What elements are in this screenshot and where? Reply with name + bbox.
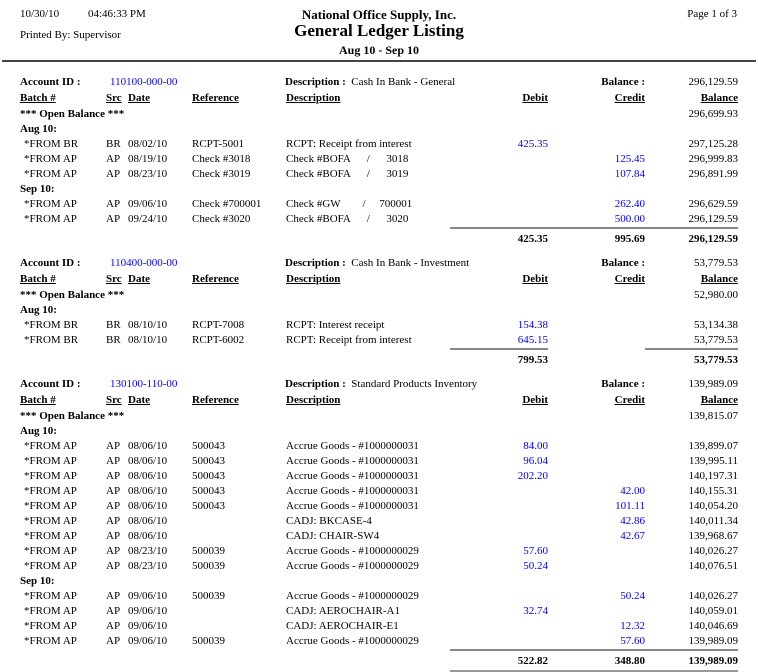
col-header-debit: Debit (522, 273, 548, 285)
batch-cell: *FROM AP (24, 635, 77, 647)
running-balance: 139,899.07 (688, 440, 738, 452)
running-balance: 140,197.31 (688, 470, 738, 482)
description-cell: RCPT: Interest receipt (286, 319, 385, 331)
ledger-row (0, 499, 758, 514)
open-balance-row (0, 107, 758, 122)
debit-amount (450, 514, 548, 529)
credit-amount[interactable]: 500.00 (614, 213, 645, 225)
date-cell: 08/06/10 (128, 455, 168, 467)
print-time: 04:46:33 PM (88, 8, 146, 20)
account-description (285, 376, 548, 392)
print-date: 10/30/10 (20, 8, 60, 20)
account-section (0, 376, 758, 672)
src-cell: AP (106, 440, 121, 452)
section-totals-row (0, 649, 758, 672)
debit-amount (450, 167, 548, 182)
printed-by: Printed By: Supervisor (20, 29, 121, 41)
total-balance: 53,779.53 (645, 348, 738, 368)
src-cell: AP (106, 620, 121, 632)
debit-amount (450, 197, 548, 212)
account-balance-value: 53,779.53 (694, 257, 738, 269)
date-cell: 08/10/10 (128, 334, 168, 346)
src-cell: AP (106, 605, 121, 617)
credit-amount (548, 137, 645, 152)
col-header-batch: Batch # (20, 92, 56, 104)
description-cell: Accrue Goods - #1000000031 (286, 470, 419, 482)
running-balance: 296,629.59 (688, 198, 738, 210)
src-cell: AP (106, 500, 121, 512)
ledger-row (0, 318, 758, 333)
batch-cell: *FROM AP (24, 545, 77, 557)
credit-amount[interactable]: 12.32 (620, 620, 645, 632)
ledger-row (0, 152, 758, 167)
col-header-date: Date (128, 92, 150, 104)
credit-amount (548, 559, 645, 574)
account-id-link[interactable]: 110100-000-00 (110, 76, 178, 88)
company-name: National Office Supply, Inc. (301, 7, 457, 22)
reference-cell: Check #3018 (192, 153, 251, 165)
month-label: Sep 10: (20, 183, 55, 195)
description-cell: RCPT: Receipt from interest (286, 334, 412, 346)
debit-amount[interactable]: 32.74 (523, 605, 548, 617)
running-balance: 139,989.09 (688, 635, 738, 647)
running-balance: 139,968.67 (688, 530, 738, 542)
col-header-date: Date (128, 273, 150, 285)
description-cell: Accrue Goods - #1000000029 (286, 635, 419, 647)
src-cell: AP (106, 455, 121, 467)
debit-amount (450, 529, 548, 544)
month-group-row (0, 424, 758, 439)
src-cell: BR (106, 319, 121, 331)
credit-amount (548, 454, 645, 469)
debit-amount[interactable]: 50.24 (523, 560, 548, 572)
reference-cell: 500039 (192, 590, 225, 602)
col-header-ref: Reference (192, 92, 239, 104)
account-section (0, 255, 758, 368)
credit-amount[interactable]: 262.40 (614, 198, 645, 210)
reference-cell (192, 604, 286, 619)
date-cell: 09/06/10 (128, 590, 168, 602)
src-cell: AP (106, 515, 121, 527)
credit-amount[interactable]: 101.11 (615, 500, 645, 512)
description-cell: Check #BOFA / 3019 (286, 168, 409, 180)
balance-label: Balance : (601, 76, 645, 88)
batch-cell: *FROM AP (24, 485, 77, 497)
date-cell: 08/23/10 (128, 560, 168, 572)
col-header-balance: Balance (700, 273, 738, 285)
src-cell: AP (106, 560, 121, 572)
running-balance: 140,046.69 (688, 620, 738, 632)
col-header-balance: Balance (700, 92, 738, 104)
src-cell: AP (106, 168, 121, 180)
running-balance: 140,059.01 (688, 605, 738, 617)
reference-cell (192, 514, 286, 529)
debit-amount[interactable]: 645.15 (517, 334, 548, 346)
col-header-src: Src (106, 92, 122, 104)
reference-cell: 500043 (192, 500, 225, 512)
description-cell: Accrue Goods - #1000000031 (286, 500, 419, 512)
ledger-row (0, 484, 758, 499)
description-cell: Accrue Goods - #1000000031 (286, 485, 419, 497)
date-cell: 09/06/10 (128, 620, 168, 632)
reference-cell (192, 619, 286, 634)
running-balance: 140,026.27 (688, 590, 738, 602)
col-header-credit: Credit (614, 273, 645, 285)
account-section (0, 74, 758, 247)
ledger-row (0, 454, 758, 469)
src-cell: AP (106, 198, 121, 210)
month-label: Aug 10: (20, 425, 57, 437)
reference-cell: RCPT-6002 (192, 334, 245, 346)
description-cell: Accrue Goods - #1000000029 (286, 545, 419, 557)
section-totals-row (0, 227, 758, 247)
batch-cell: *FROM AP (24, 590, 77, 602)
date-cell: 09/06/10 (128, 605, 168, 617)
report-date-range: Aug 10 - Sep 10 (338, 43, 419, 57)
src-cell: AP (106, 590, 121, 602)
running-balance: 140,155.31 (688, 485, 738, 497)
page-indicator: Page 1 of 3 (687, 8, 737, 20)
column-headers (0, 90, 758, 107)
debit-amount (450, 212, 548, 227)
account-balance-value: 139,989.09 (688, 378, 738, 390)
src-cell: BR (106, 138, 121, 150)
debit-amount[interactable]: 202.20 (517, 470, 548, 482)
ledger-row (0, 137, 758, 152)
batch-cell: *FROM AP (24, 440, 77, 452)
description-label: Description : (285, 257, 346, 269)
column-headers (0, 271, 758, 288)
total-credit (548, 348, 645, 368)
batch-cell: *FROM AP (24, 213, 77, 225)
account-id-link[interactable]: 130100-110-00 (110, 378, 178, 390)
col-header-desc: Description (286, 394, 341, 406)
running-balance: 140,026.27 (688, 545, 738, 557)
src-cell: AP (106, 545, 121, 557)
src-cell: AP (106, 153, 121, 165)
month-label: Aug 10: (20, 123, 57, 135)
totals-spacer (20, 348, 450, 368)
account-description (285, 74, 548, 90)
src-cell: AP (106, 635, 121, 647)
running-balance: 139,995.11 (688, 455, 738, 467)
col-header-date: Date (128, 394, 150, 406)
col-header-batch: Batch # (20, 394, 56, 406)
reference-cell: 500039 (192, 635, 225, 647)
reference-cell: 500043 (192, 440, 225, 452)
debit-amount (450, 152, 548, 167)
batch-cell: *FROM BR (24, 138, 79, 150)
description-cell: Check #GW / 700001 (286, 198, 413, 210)
running-balance: 296,129.59 (688, 213, 738, 225)
account-description-text: Standard Products Inventory (351, 378, 478, 390)
date-cell: 08/06/10 (128, 440, 168, 452)
date-cell: 08/06/10 (128, 500, 168, 512)
credit-amount[interactable]: 57.60 (620, 635, 645, 647)
account-description (285, 255, 548, 271)
total-credit: 995.69 (548, 227, 645, 247)
col-header-batch: Batch # (20, 273, 56, 285)
reference-cell: 500043 (192, 455, 225, 467)
running-balance: 53,779.53 (694, 334, 738, 346)
column-headers (0, 392, 758, 409)
batch-cell: *FROM AP (24, 515, 77, 527)
batch-cell: *FROM AP (24, 153, 77, 165)
date-cell: 08/23/10 (128, 545, 168, 557)
col-header-credit: Credit (614, 394, 645, 406)
debit-amount (450, 634, 548, 649)
debit-amount[interactable]: 84.00 (523, 440, 548, 452)
credit-amount (548, 469, 645, 484)
report-title: General Ledger Listing (294, 21, 464, 40)
debit-amount[interactable]: 57.60 (523, 545, 548, 557)
src-cell: AP (106, 470, 121, 482)
open-balance-label: *** Open Balance *** (20, 410, 125, 422)
col-header-debit: Debit (522, 394, 548, 406)
reference-cell: RCPT-5001 (192, 138, 245, 150)
description-cell: RCPT: Receipt from interest (286, 138, 412, 150)
batch-cell: *FROM AP (24, 455, 77, 467)
totals-spacer (20, 649, 450, 672)
account-id-label: Account ID : (20, 378, 81, 390)
month-label: Sep 10: (20, 575, 55, 587)
ledger-row (0, 589, 758, 604)
running-balance: 140,054.20 (688, 500, 738, 512)
open-balance-label: *** Open Balance *** (20, 108, 125, 120)
description-cell: CADJ: AEROCHAIR-A1 (286, 605, 400, 617)
debit-amount (450, 589, 548, 604)
reference-cell: Check #700001 (192, 198, 262, 210)
batch-cell: *FROM AP (24, 620, 77, 632)
ledger-row (0, 439, 758, 454)
date-cell: 08/06/10 (128, 515, 168, 527)
credit-amount[interactable]: 125.45 (614, 153, 645, 165)
date-cell: 08/23/10 (128, 168, 168, 180)
total-credit: 348.80 (548, 649, 645, 672)
open-balance-label: *** Open Balance *** (20, 289, 125, 301)
credit-amount[interactable]: 42.00 (620, 485, 645, 497)
batch-cell: *FROM BR (24, 319, 79, 331)
col-header-src: Src (106, 394, 122, 406)
description-label: Description : (285, 76, 346, 88)
credit-amount (548, 439, 645, 454)
credit-amount[interactable]: 107.84 (614, 168, 645, 180)
section-totals-row (0, 348, 758, 368)
ledger-row (0, 634, 758, 649)
running-balance: 53,134.38 (694, 319, 738, 331)
description-cell: Check #BOFA / 3018 (286, 153, 409, 165)
src-cell: AP (106, 213, 121, 225)
src-cell: AP (106, 530, 121, 542)
account-header (0, 376, 758, 392)
reference-cell: 500039 (192, 560, 225, 572)
col-header-ref: Reference (192, 273, 239, 285)
description-cell: Accrue Goods - #1000000031 (286, 440, 419, 452)
running-balance: 296,999.83 (688, 153, 738, 165)
running-balance: 140,011.34 (688, 515, 738, 527)
date-cell: 08/06/10 (128, 530, 168, 542)
reference-cell: 500039 (192, 545, 225, 557)
account-id-link[interactable]: 110400-000-00 (110, 257, 178, 269)
reference-cell: Check #3019 (192, 168, 251, 180)
reference-cell (192, 529, 286, 544)
date-cell: 08/06/10 (128, 485, 168, 497)
total-debit: 799.53 (450, 348, 548, 368)
col-header-balance: Balance (700, 394, 738, 406)
account-description-text: Cash In Bank - Investment (351, 257, 470, 269)
batch-cell: *FROM BR (24, 334, 79, 346)
open-balance-row (0, 409, 758, 424)
balance-label: Balance : (601, 257, 645, 269)
src-cell: BR (106, 334, 121, 346)
col-header-debit: Debit (522, 92, 548, 104)
open-balance-value: 296,699.93 (688, 108, 738, 120)
credit-amount[interactable]: 50.24 (620, 590, 645, 602)
date-cell: 08/02/10 (128, 138, 168, 150)
batch-cell: *FROM AP (24, 605, 77, 617)
date-cell: 09/24/10 (128, 213, 168, 225)
running-balance: 296,891.99 (688, 168, 738, 180)
ledger-row (0, 469, 758, 484)
debit-amount (450, 499, 548, 514)
ledger-row (0, 212, 758, 227)
account-header (0, 74, 758, 90)
month-label: Aug 10: (20, 304, 57, 316)
col-header-desc: Description (286, 273, 341, 285)
date-cell: 08/10/10 (128, 319, 168, 331)
debit-amount[interactable]: 154.38 (517, 319, 548, 331)
ledger-row (0, 544, 758, 559)
ledger-row (0, 604, 758, 619)
col-header-ref: Reference (192, 394, 239, 406)
ledger-row (0, 197, 758, 212)
debit-amount[interactable]: 96.04 (523, 455, 548, 467)
description-cell: Accrue Goods - #1000000029 (286, 560, 419, 572)
month-group-row (0, 574, 758, 589)
account-id-label: Account ID : (20, 257, 81, 269)
month-group-row (0, 303, 758, 318)
col-header-credit: Credit (614, 92, 645, 104)
account-header (0, 255, 758, 271)
credit-amount (548, 333, 645, 348)
ledger-row (0, 333, 758, 348)
credit-amount (548, 318, 645, 333)
balance-label: Balance : (601, 378, 645, 390)
batch-cell: *FROM AP (24, 530, 77, 542)
account-id-label: Account ID : (20, 76, 81, 88)
debit-amount (450, 484, 548, 499)
totals-spacer (20, 227, 450, 247)
running-balance: 140,076.51 (688, 560, 738, 572)
description-cell: Check #BOFA / 3020 (286, 213, 409, 225)
credit-amount (548, 604, 645, 619)
debit-amount[interactable]: 425.35 (517, 138, 548, 150)
description-cell: CADJ: CHAIR-SW4 (286, 530, 380, 542)
open-balance-value: 139,815.07 (688, 410, 738, 422)
description-cell: CADJ: BKCASE-4 (286, 515, 372, 527)
reference-cell: Check #3020 (192, 213, 251, 225)
date-cell: 08/19/10 (128, 153, 168, 165)
total-debit: 425.35 (450, 227, 548, 247)
ledger-row (0, 619, 758, 634)
batch-cell: *FROM AP (24, 560, 77, 572)
ledger-row (0, 514, 758, 529)
ledger-row (0, 559, 758, 574)
ledger-sections (0, 74, 758, 672)
date-cell: 08/06/10 (128, 470, 168, 482)
credit-amount[interactable]: 42.67 (620, 530, 645, 542)
running-balance: 297,125.28 (688, 138, 738, 150)
ledger-row (0, 529, 758, 544)
month-group-row (0, 122, 758, 137)
total-balance: 296,129.59 (645, 227, 738, 247)
month-group-row (0, 182, 758, 197)
report-header (0, 0, 758, 60)
col-header-desc: Description (286, 92, 341, 104)
account-description-text: Cash In Bank - General (351, 76, 456, 88)
reference-cell: RCPT-7008 (192, 319, 245, 331)
header-rule (2, 60, 756, 62)
reference-cell: 500043 (192, 470, 225, 482)
credit-amount[interactable]: 42.86 (620, 515, 645, 527)
batch-cell: *FROM AP (24, 470, 77, 482)
reference-cell: 500043 (192, 485, 225, 497)
description-cell: Accrue Goods - #1000000029 (286, 590, 419, 602)
col-header-src: Src (106, 273, 122, 285)
credit-amount (548, 544, 645, 559)
date-cell: 09/06/10 (128, 198, 168, 210)
date-cell: 09/06/10 (128, 635, 168, 647)
open-balance-row (0, 288, 758, 303)
total-debit: 522.82 (450, 649, 548, 672)
debit-amount (450, 619, 548, 634)
description-cell: CADJ: AEROCHAIR-E1 (286, 620, 399, 632)
description-cell: Accrue Goods - #1000000031 (286, 455, 419, 467)
total-balance: 139,989.09 (645, 649, 738, 672)
batch-cell: *FROM AP (24, 500, 77, 512)
batch-cell: *FROM AP (24, 168, 77, 180)
account-balance-value: 296,129.59 (688, 76, 738, 88)
batch-cell: *FROM AP (24, 198, 77, 210)
ledger-row (0, 167, 758, 182)
description-label: Description : (285, 378, 346, 390)
open-balance-value: 52,980.00 (694, 289, 738, 301)
src-cell: AP (106, 485, 121, 497)
